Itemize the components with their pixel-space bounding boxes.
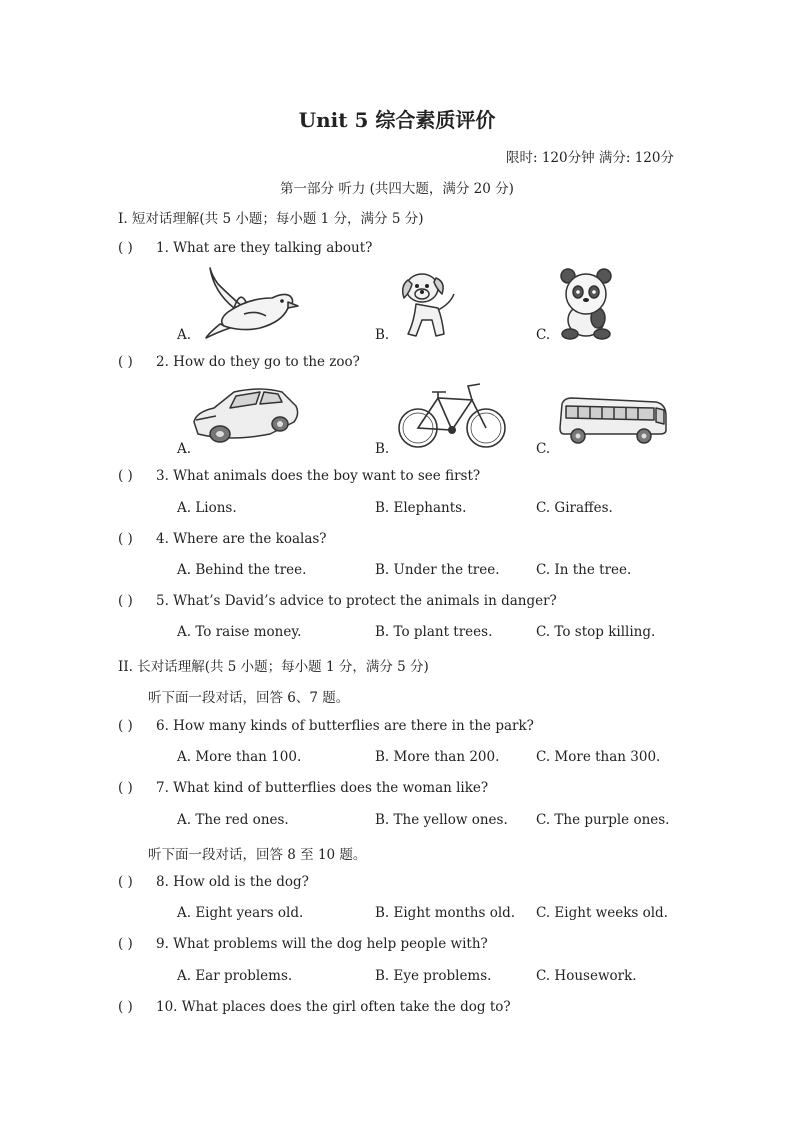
question-2: ( ) 2. How do they go to the zoo?: [118, 354, 360, 370]
option-4b: B. Under the tree.: [375, 562, 500, 578]
instruction-2: 听下面一段对话，回答 8 至 10 题。: [148, 847, 367, 863]
dog-icon: [398, 264, 458, 340]
option-2a: A.: [177, 441, 192, 457]
option-3a: A. Lions.: [177, 500, 237, 516]
question-10: ( ) 10. What places does the girl often take the dog to?: [118, 999, 511, 1015]
instruction-1: 听下面一段对话，回答 6、7 题。: [148, 690, 350, 706]
bus-icon: [558, 394, 670, 446]
answer-blank[interactable]: ( ): [118, 936, 133, 952]
answer-blank[interactable]: ( ): [118, 240, 133, 256]
option-5c: C. To stop killing.: [536, 624, 656, 640]
option-5b: B. To plant trees.: [375, 624, 493, 640]
answer-blank[interactable]: ( ): [118, 780, 133, 796]
option-1a: A.: [177, 327, 192, 343]
option-6c: C. More than 300.: [536, 749, 661, 765]
option-9c: C. Housework.: [536, 968, 637, 984]
option-4c: C. In the tree.: [536, 562, 632, 578]
section-heading-2: II. 长对话理解(共 5 小题；每小题 1 分，满分 5 分): [118, 659, 429, 675]
question-3: ( ) 3. What animals does the boy want to see first?: [118, 468, 481, 484]
question-8: ( ) 8. How old is the dog?: [118, 874, 309, 890]
bicycle-icon: [396, 380, 508, 452]
part-heading: 第一部分 听力 (共四大题，满分 20 分): [280, 181, 514, 197]
option-6b: B. More than 200.: [375, 749, 500, 765]
answer-blank[interactable]: ( ): [118, 999, 133, 1015]
panda-icon: [556, 266, 618, 340]
option-9b: B. Eye problems.: [375, 968, 492, 984]
answer-blank[interactable]: ( ): [118, 531, 133, 547]
page-title: Unit 5 综合素质评价: [298, 108, 496, 132]
option-8b: B. Eight months old.: [375, 905, 516, 921]
question-5: ( ) 5. What’s David’s advice to protect the animals in danger?: [118, 593, 557, 609]
option-7b: B. The yellow ones.: [375, 812, 508, 828]
question-4: ( ) 4. Where are the koalas?: [118, 531, 327, 547]
option-3b: B. Elephants.: [375, 500, 467, 516]
question-6: ( ) 6. How many kinds of butterflies are there in the park?: [118, 718, 534, 734]
bird-icon: [200, 262, 300, 340]
car-icon: [190, 384, 302, 448]
answer-blank[interactable]: ( ): [118, 874, 133, 890]
answer-blank[interactable]: ( ): [118, 718, 133, 734]
option-9a: A. Ear problems.: [177, 968, 293, 984]
option-8c: C. Eight weeks old.: [536, 905, 668, 921]
question-7: ( ) 7. What kind of butterflies does the woman like?: [118, 780, 489, 796]
option-7c: C. The purple ones.: [536, 812, 670, 828]
question-9: ( ) 9. What problems will the dog help people with?: [118, 936, 488, 952]
option-6a: A. More than 100.: [177, 749, 302, 765]
option-1b: B.: [375, 327, 390, 343]
answer-blank[interactable]: ( ): [118, 593, 133, 609]
option-1c: C.: [536, 327, 551, 343]
answer-blank[interactable]: ( ): [118, 354, 133, 370]
option-3c: C. Giraffes.: [536, 500, 613, 516]
option-2c: C.: [536, 441, 551, 457]
option-7a: A. The red ones.: [177, 812, 289, 828]
answer-blank[interactable]: ( ): [118, 468, 133, 484]
option-8a: A. Eight years old.: [177, 905, 304, 921]
option-4a: A. Behind the tree.: [177, 562, 307, 578]
time-limit: 限时: 120分钟 满分: 120分: [505, 150, 674, 166]
option-2b: B.: [375, 441, 390, 457]
question-1: ( ) 1. What are they talking about?: [118, 240, 373, 256]
section-heading-1: I. 短对话理解(共 5 小题；每小题 1 分，满分 5 分): [118, 211, 424, 227]
option-5a: A. To raise money.: [177, 624, 302, 640]
